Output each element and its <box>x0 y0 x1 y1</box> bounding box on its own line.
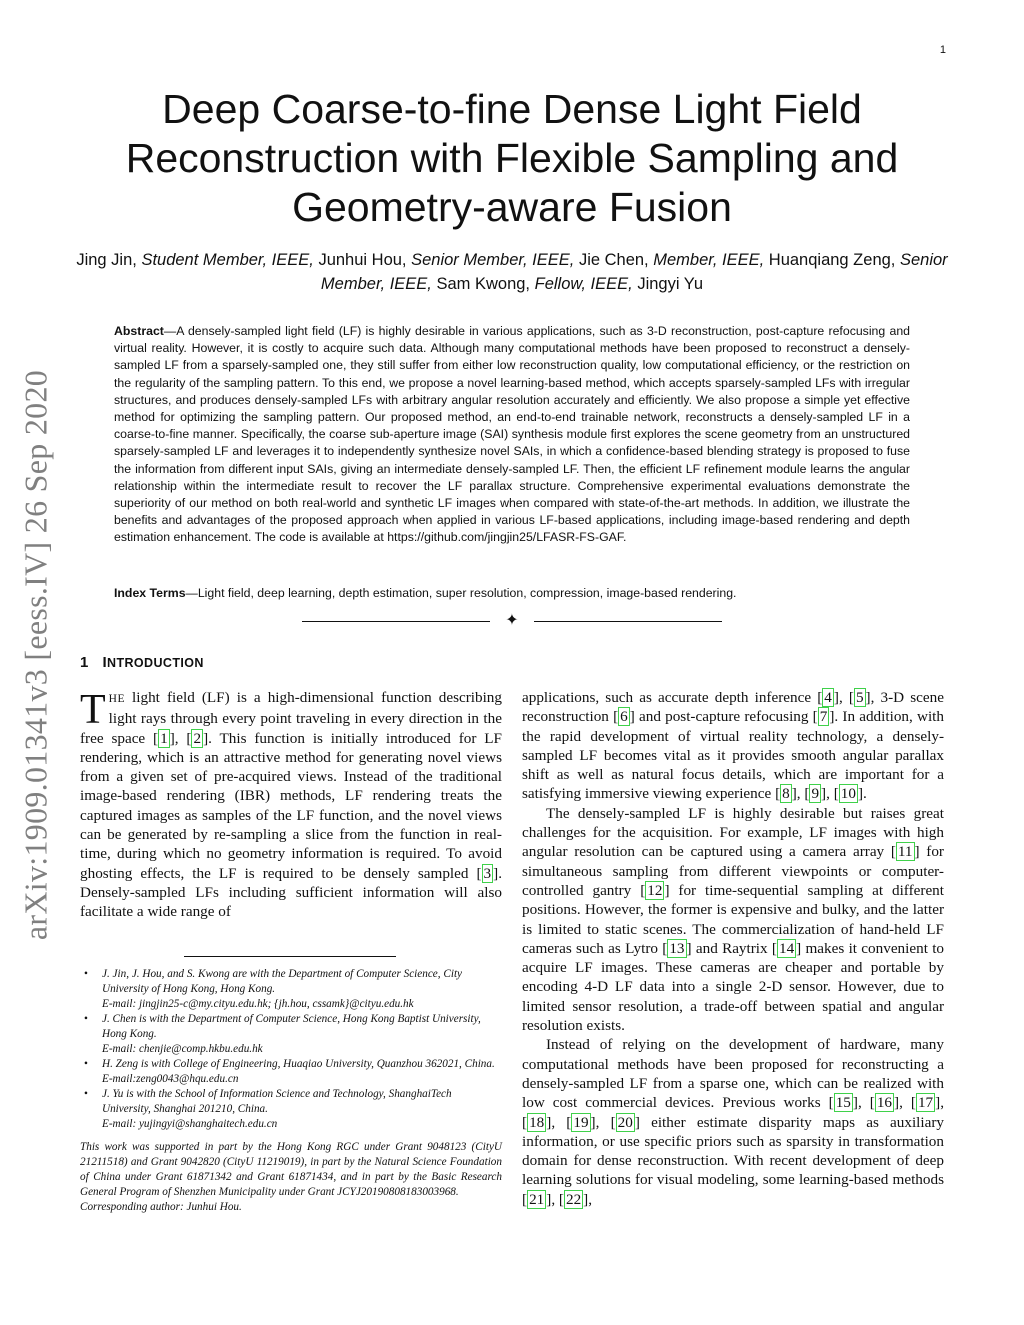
author-name: Sam Kwong, <box>436 275 535 293</box>
affiliation-list <box>80 967 502 1132</box>
email-text: E-mail: jingjin25-c@my.cityu.edu.hk; {jh.hou, cssamk}@cityu.edu.hk <box>102 998 414 1010</box>
email-text: E-mail:zeng0043@hqu.edu.cn <box>102 1073 239 1085</box>
diamond-icon: ✦ <box>505 612 519 629</box>
index-terms <box>114 585 910 602</box>
page-number: 1 <box>939 44 946 56</box>
author-role: Member, IEEE, <box>653 251 769 269</box>
paragraph: THE light field (LF) is a high-dimensional function describing light rays through every point traveling in every direction in the free space [ 1 ], [ 2 ]. This function is initially introduced for LF rendering, which is an attractive method for generating novel views from a given set of pre-acquired views. Instead of the traditional image-based rendering (IBR) methods, LF rendering treats the captured images as samples of the LF function, and the novel views can be generated by re-sampling a slice from the function in real-time, during which no geometry information is required. To avoid ghosting effects, the LF is required to be densely sampled [ 3 ]. Densely-sampled LFs including sufficient information will also facilitate a wide range of <box>80 687 502 921</box>
citation-link[interactable]: 11 <box>897 843 913 861</box>
arxiv-identifier-stamp <box>4 352 68 957</box>
paragraph: Instead of relying on the development of hardware, many computational methods have been proposed for reconstructing a densely-sampled LF from a sparse one, which can be realized with low cost commercial devices. Previous works [ 15 ], [ 16 ], [ 17 ], [ 18 ], [ 19 ], [ 20 ] either estimate disparity maps as auxiliary information, or use specific priors such as sparsity in transformation domain for dense reconstruction. With recent development of deep learning solutions for visual modeling, some learning-based methods [ 21 ], [ 22 ], <box>522 1036 945 1208</box>
citation-link[interactable]: 2 <box>193 729 202 747</box>
affiliation-item: • H. Zeng is with College of Engineering, Huaqiao University, Quanzhou 362021, China. E-mail:zeng0043@hqu.edu.cn <box>80 1057 502 1087</box>
left-column <box>80 688 502 922</box>
citation-link[interactable]: 18 <box>529 1113 545 1131</box>
index-terms-label: Index Terms <box>114 586 186 600</box>
citation-link[interactable]: 20 <box>617 1113 633 1131</box>
small-caps-word: HE <box>108 693 125 705</box>
email-text: E-mail: chenjie@comp.hkbu.edu.hk <box>102 1043 263 1055</box>
abstract-text: —A densely-sampled light field (LF) is highly desirable in various applications, such as 3-D reconstruction, post-capture refocusing and virtual reality. However, it is costly to acquire such data. Although many computational methods have been proposed to reconstruct a densely-sampled LF from a sparsely-sampled one, they still suffer from either low reconstruction quality, low computational efficiency, or the restriction on the regularity of the sampling pattern. To this end, we propose a novel learning-based method, which accepts sparsely-sampled LFs with irregular structures, and produces densely-sampled LFs with arbitrary angular resolution accurately and efficiently. We also propose a simple yet effective method for optimizing the sampling pattern. Our proposed method, an end-to-end trainable network, reconstructs a densely-sampled LF in a coarse-to-fine manner. Specifically, the coarse sub-aperture image (SAI) synthesis module first explores the scene geometry from an unstructured sparsely-sampled LF and leverages it to independently synthesize novel SAIs, in which a confidence-based blending strategy is proposed to fuse the information from different input SAIs, giving an intermediate densely-sampled LF. Then, the efficient LF refinement module learns the angular relationship within the intermediate result to recover the LF parallax structure. Comprehensive experimental evaluations demonstrate the superiority of our method on both real-world and synthetic LF images when compared with state-of-the-art methods. In addition, we illustrate the benefits and advantages of the proposed approach when applied in various LF-based applications, including image-based rendering and depth estimation enhancement. The code is available at https://github.com/jingjin25/LFASR-FS-GAF. <box>114 324 910 545</box>
abstract-label: Abstract <box>114 324 164 338</box>
citation-link[interactable]: 5 <box>855 689 864 706</box>
author-list <box>70 248 954 296</box>
citation-link[interactable]: 3 <box>483 864 492 882</box>
email-text: E-mail: yujingyi@shanghaitech.edu.cn <box>102 1118 278 1130</box>
citation-link[interactable]: 19 <box>573 1113 589 1131</box>
footnotes <box>80 967 502 1215</box>
author-role: Fellow, IEEE, <box>534 275 638 293</box>
citation-link[interactable]: 4 <box>824 689 832 706</box>
author-role: Senior Member, IEEE, <box>320 251 948 293</box>
drop-cap: T <box>80 687 106 733</box>
citation-link[interactable]: 12 <box>647 881 663 899</box>
citation-link[interactable]: 6 <box>620 708 628 726</box>
arxiv-identifier-text: arXiv:1909.01341v3 [eess.IV] 26 Sep 2020 <box>17 369 54 940</box>
affiliation-item: • J. Yu is with the School of Information Science and Technology, ShanghaiTech University, Shanghai 201210, China. E-mail: yujingyi@shanghaitech.edu.cn <box>80 1087 502 1132</box>
funding-note: This work was supported in part by the Hong Kong RGC under Grant 9048123 (CityU 21211518) and Grant 9042820 (CityU 11219019), in part by the Natural Science Foundation of China under Grant 61871342 and Grant 61871434, and in part by the Basic Research General Program of Shenzhen Municipality under Grant JCYJ20190808183003968. Corresponding author: Junhui Hou. <box>80 1141 502 1213</box>
citation-link[interactable]: 22 <box>565 1190 582 1208</box>
right-column <box>522 688 944 1209</box>
divider-line-right <box>534 621 722 622</box>
author-role: Student Member, IEEE, <box>141 251 319 269</box>
citation-link[interactable]: 9 <box>811 785 820 803</box>
corresponding-author: Corresponding author: Junhui Hou. <box>80 1201 242 1213</box>
section-title-initial: I <box>102 654 108 671</box>
citation-link[interactable]: 13 <box>669 939 685 957</box>
abstract <box>114 323 910 547</box>
section-divider <box>302 612 722 630</box>
section-number: 1 <box>80 654 89 671</box>
affiliation-item: • J. Jin, J. Hou, and S. Kwong are with the Department of Computer Science, City University of Hong Kong, Hong Kong. E-mail: jingjin25-c@my.cityu.edu.hk; {jh.hou, cssamk}@cityu.edu.hk <box>80 967 502 1012</box>
divider-line-left <box>302 621 490 622</box>
paragraph: applications, such as accurate depth inference [ 4 ], [ 5 ], 3-D scene reconstruction [ 6 ] and post-capture refocusing [ 7 ]. In addition, with the rapid development of virtual reality technology, a densely-sampled LF becomes vital as it provides smooth angular parallax shift as well as natural focus details, which are important for a satisfying immersive viewing experience [ 8 ], [ 9 ], [ 10 ]. <box>522 689 944 803</box>
author-name: Huanqiang Zeng, <box>768 251 900 269</box>
footnote-rule <box>184 956 396 957</box>
author-role: Senior Member, IEEE, <box>411 251 579 269</box>
citation-link[interactable]: 7 <box>819 708 828 726</box>
author-name: Junhui Hou, <box>318 251 412 269</box>
author-name: Jie Chen, <box>578 251 654 269</box>
citation-link[interactable]: 10 <box>840 785 856 803</box>
citation-link[interactable]: 16 <box>876 1094 893 1112</box>
section-title-rest: NTRODUCTION <box>107 656 204 670</box>
citation-link[interactable]: 17 <box>917 1094 934 1112</box>
citation-link[interactable]: 21 <box>529 1190 545 1208</box>
section-heading <box>80 654 204 671</box>
citation-link[interactable]: 1 <box>160 729 168 747</box>
author-name: Jing Jin, <box>76 251 142 269</box>
paper-title: Deep Coarse-to-fine Dense Light Field Reconstruction with Flexible Sampling and Geometry-aware Fusion <box>125 86 899 230</box>
paragraph: The densely-sampled LF is highly desirable but raises great challenges for the acquisition. For example, LF images with high angular resolution can be captured using a camera array [ 11 ] for simultaneous sampling from different viewpoints or computer-controlled gantry [ 12 ] for time-sequential sampling at different positions. However, the former is expensive and bulky, and the latter is limited to static scenes. The commercialization of hand-held LF cameras such as Lytro [ 13 ] and Raytrix [ 14 ] makes it convenient to acquire LF images. These cameras are cheaper and portable by encoding 4-D LF data into a single 2-D sensor. However, due to limited sensor resolution, a trade-off between spatial and angular resolution exists. <box>522 804 945 1035</box>
index-terms-text: —Light field, deep learning, depth estimation, super resolution, compression, image-based rendering. <box>185 586 737 600</box>
citation-link[interactable]: 15 <box>835 1094 851 1112</box>
affiliation-item: • J. Chen is with the Department of Computer Science, Hong Kong Baptist University, Hong Kong. E-mail: chenjie@comp.hkbu.edu.hk <box>80 1012 502 1057</box>
citation-link[interactable]: 14 <box>778 939 795 957</box>
author-name: Jingyi Yu <box>637 275 704 293</box>
citation-link[interactable]: 8 <box>782 785 790 803</box>
